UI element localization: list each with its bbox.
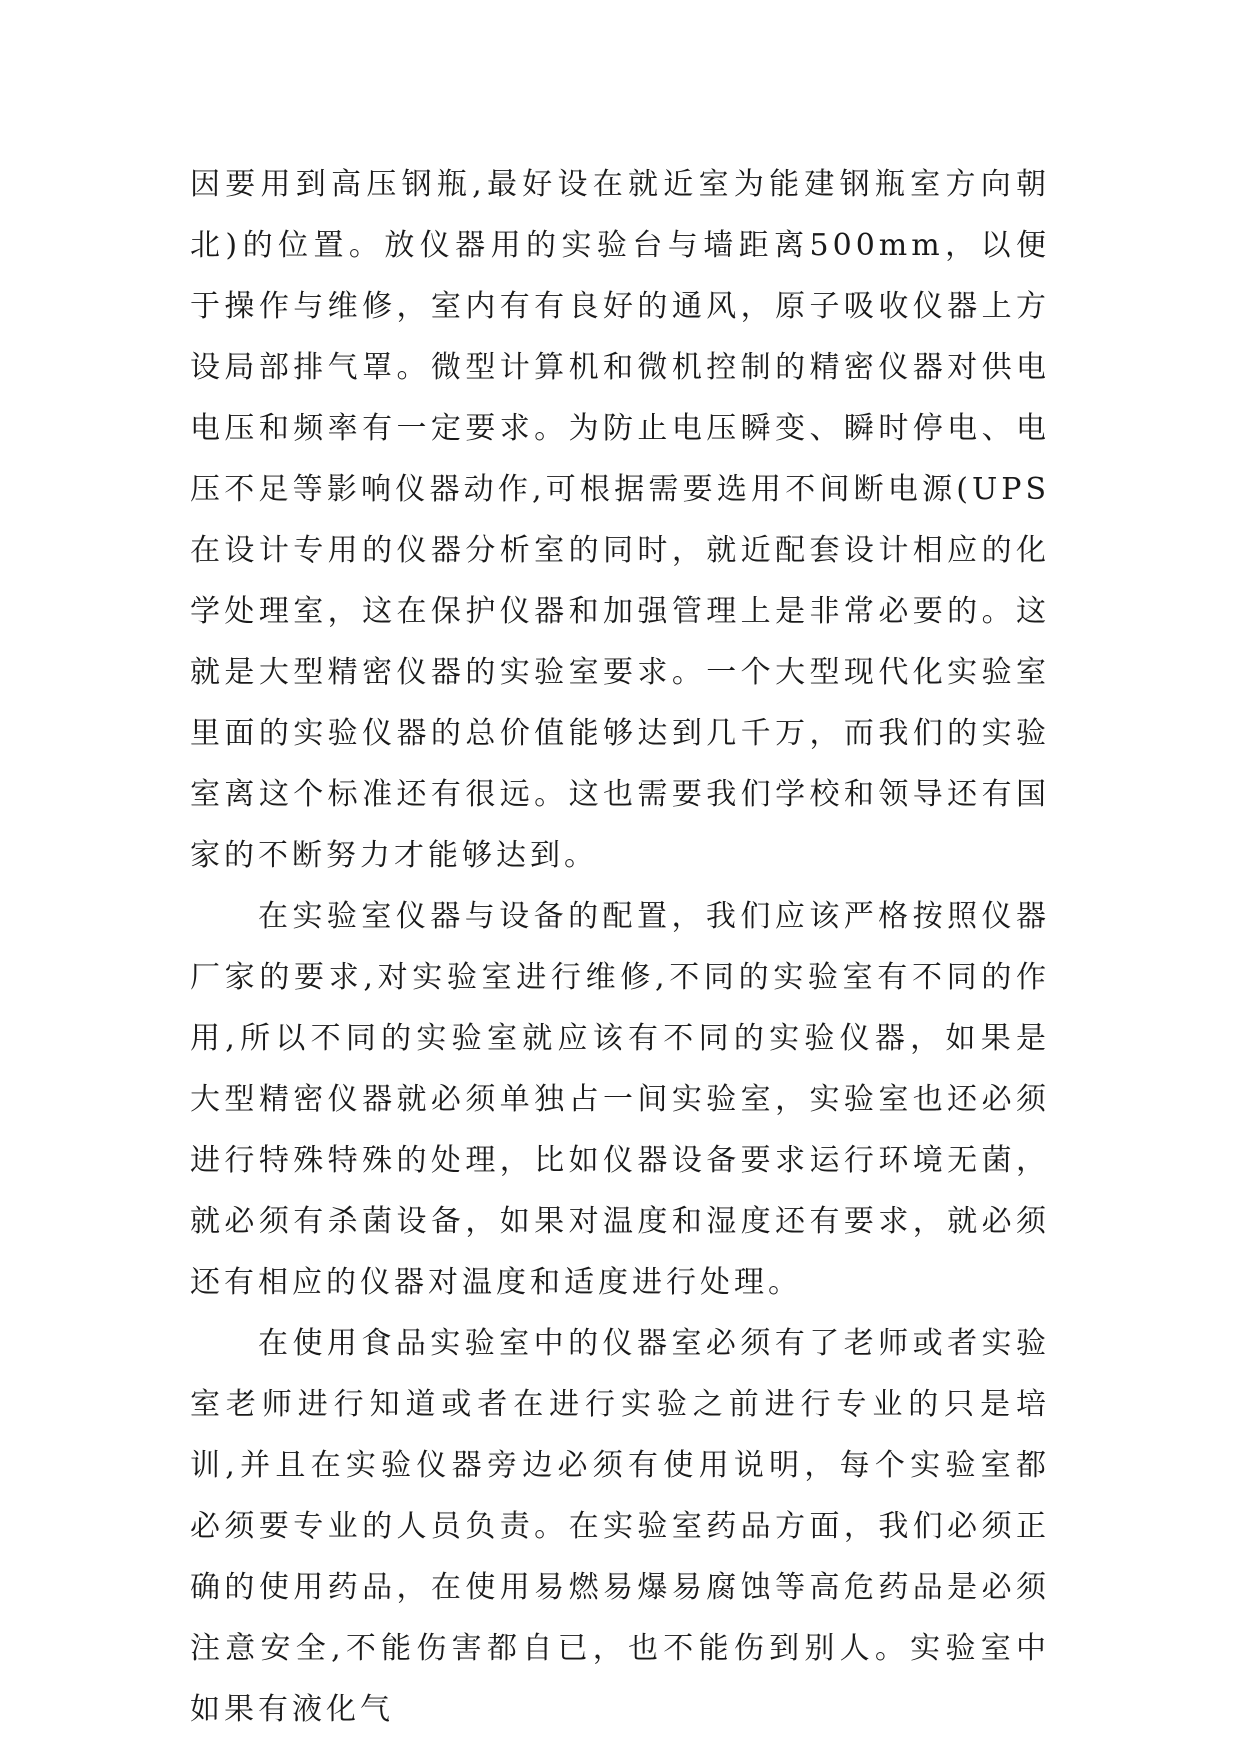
- body-text: [190, 154, 1050, 1740]
- paragraph-usage-safety: 在使用食品实验室中的仪器室必须有了老师或者实验室老师进行知道或者在进行实验之前进行专业的只是培训,并且在实验仪器旁边必须有使用说明，每个实验室都必须要专业的人员负责。在实验室药品方面，我们必须正确的使用药品，在使用易燃易爆易腐蚀等高危药品是必须注意安全,不能伤害都自已，也不能伤到别人。实验室中如果有液化气: [190, 1326, 1050, 1727]
- paragraph-equipment-config: 在实验室仪器与设备的配置，我们应该严格按照仪器厂家的要求,对实验室进行维修,不同的实验室有不同的作用,所以不同的实验室就应该有不同的实验仪器，如果是大型精密仪器就必须单独占一间实验室，实验室也还必须进行特殊特殊的处理，比如仪器设备要求运行环境无菌，就必须有杀菌设备，如果对温度和湿度还有要求，就必须还有相应的仪器对温度和适度进行处理。: [190, 899, 1050, 1300]
- paragraph-continuation: 因要用到高压钢瓶,最好设在就近室为能建钢瓶室方向朝北)的位置。放仪器用的实验台与墙距离500mm，以便于操作与维修，室内有有良好的通风，原子吸收仪器上方设局部排气罩。微型计算机和微机控制的精密仪器对供电电压和频率有一定要求。为防止电压瞬变、瞬时停电、电压不足等影响仪器动作,可根据需要选用不间断电源(UPS在设计专用的仪器分析室的同时，就近配套设计相应的化学处理室，这在保护仪器和加强管理上是非常必要的。这就是大型精密仪器的实验室要求。一个大型现代化实验室里面的实验仪器的总价值能够达到几千万，而我们的实验室离这个标准还有很远。这也需要我们学校和领导还有国家的不断努力才能够达到。: [190, 167, 1050, 873]
